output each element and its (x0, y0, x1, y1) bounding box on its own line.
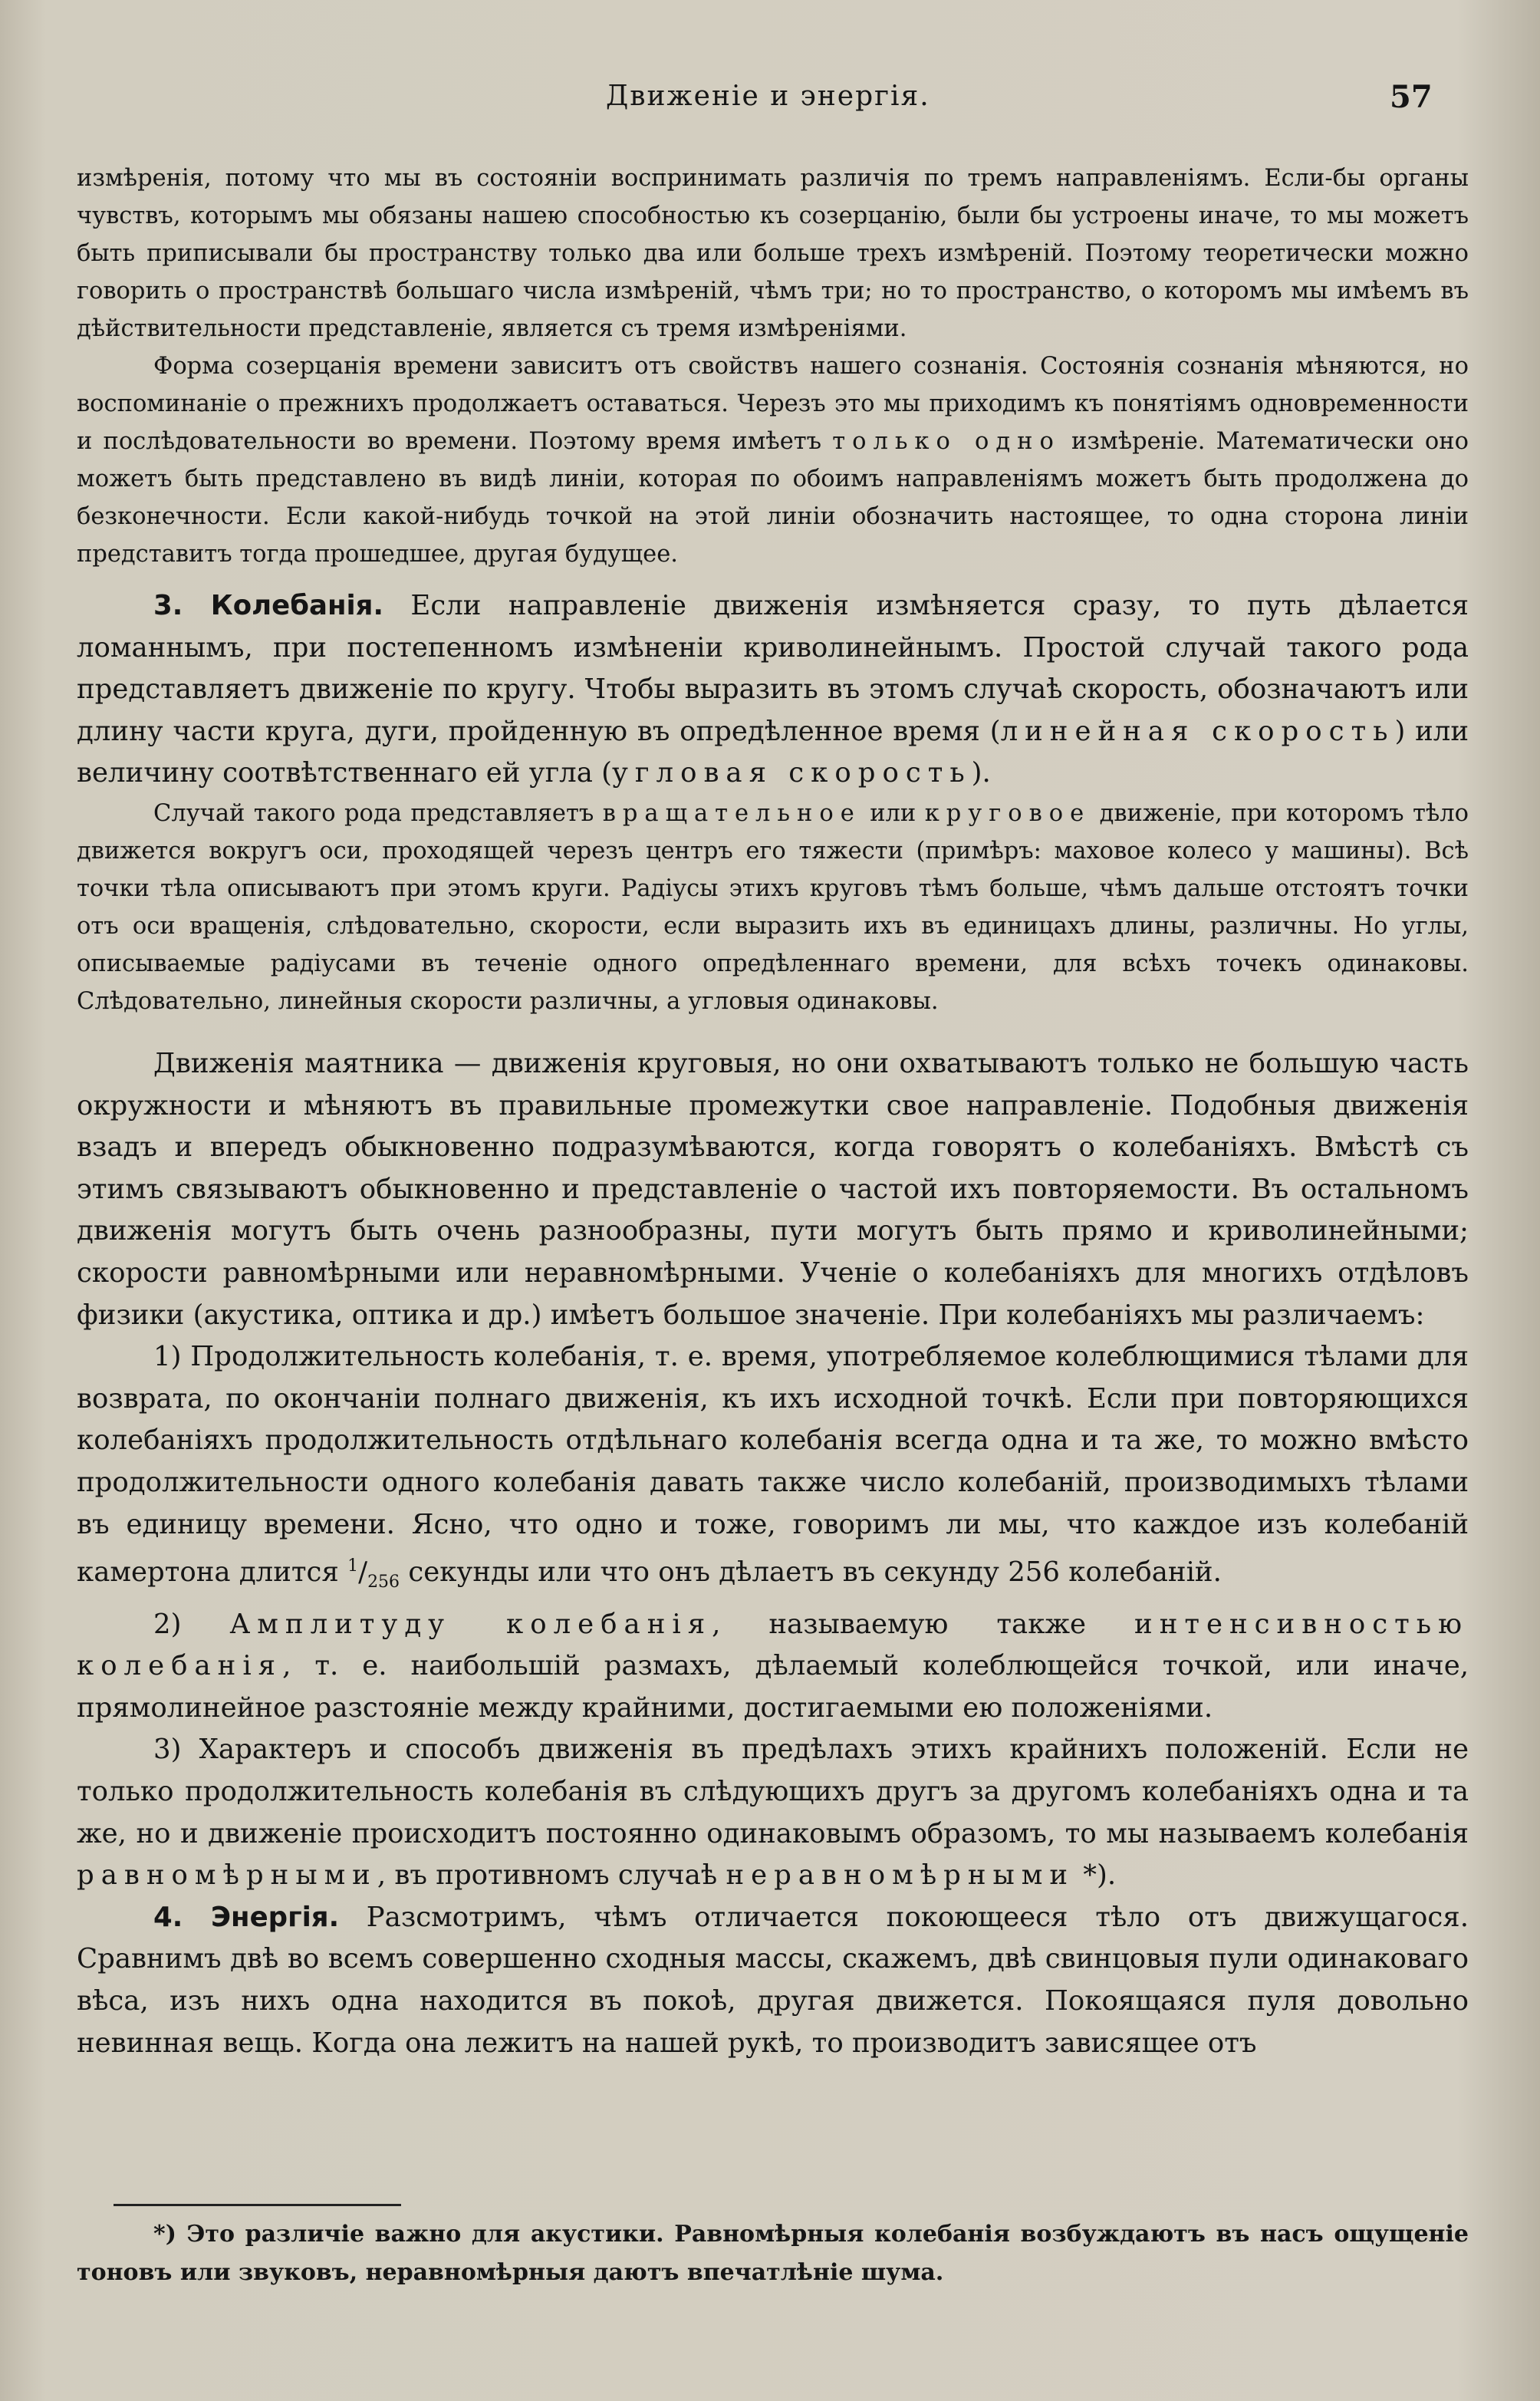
page-header (0, 81, 1540, 127)
section-4-heading: 4. Энергія. (153, 1901, 340, 1933)
small-type-block (77, 160, 1469, 573)
section-4-paragraph: 4. Энергія. Разсмотримъ, чѣмъ отличается покоющееся тѣло отъ движущагося. Сравнимъ двѣ во всемъ совершенно сходныя массы, скажемъ, двѣ свинцовыя пули одинаковаго вѣса, изъ нихъ одна находится въ покоѣ, другая движется. Покоящаяся пуля довольно невинная вещь. Когда она лежитъ на нашей рукѣ, то производитъ зависящее отъ (77, 1901, 1469, 2059)
page-body (77, 160, 1469, 2064)
paragraph-rotational-motion: Случай такого рода представляетъ вращательное или круговое движеніе, при которомъ тѣло движется вокругъ оси, проходящей черезъ центръ его тяжести (примѣръ: маховое колесо у машины). Всѣ точки тѣла описываютъ при этомъ круги. Радіусы этихъ круговъ тѣмъ больше, чѣмъ дальше отстоятъ точки отъ оси вращенія, слѣдовательно, скорости, если выразить ихъ въ единицахъ длины, различны. Но углы, описываемые радіусами въ теченіе одного опредѣленнаго времени, для всѣхъ точекъ одинаковы. Слѣдовательно, линейныя скорости различны, а угловыя одинаковы. (77, 799, 1469, 1015)
running-title: Движеніе и энергія. (606, 81, 930, 112)
page-number: 57 (1390, 79, 1433, 115)
section-3-heading: 3. Колебанія. (153, 590, 383, 621)
section-3-block (77, 585, 1469, 795)
large-type-block (77, 1043, 1469, 2064)
paragraph-character: 3) Характеръ и способъ движенія въ предѣлахъ этихъ крайнихъ положеній. Если не только продолжительность колебанія въ слѣдующихъ другъ за другомъ колебаніяхъ одна и та же, но и движеніе происходитъ постоянно одинаковымъ образомъ, то мы называемъ колебанія равномѣрными, въ противномъ случаѣ неравномѣрными *). (77, 1734, 1469, 1892)
paragraph-duration: 1) Продолжительность колебанія, т. е. время, употребляемое колеблющимися тѣлами для возврата, по окончаніи полнаго движенія, къ ихъ исходной точкѣ. Если при повторяющихся колебаніяхъ продолжительность отдѣльнаго колебанія всегда одна и та же, то можно вмѣсто продолжительности одного колебанія давать также число колебаній, производимыхъ тѣлами въ единицу времени. Ясно, что одно и тоже, говоримъ ли мы, что каждое изъ колебаній камертона длится $^1/_{256}$ секунды или что онъ дѣлаетъ въ секунду 256 колебаній. (77, 1341, 1469, 1592)
footnote-rule (114, 2204, 401, 2206)
paragraph-space-dimensions: измѣренія, потому что мы въ состояніи воспринимать различія по тремъ направленіямъ. Если-бы органы чувствъ, которымъ мы обязаны нашею способностью къ созерцанію, были бы устроены иначе, то мы можетъ быть приписывали бы пространству только два или больше трехъ измѣреній. Поэтому теоретически можно говорить о пространствѣ большаго числа измѣреній, чѣмъ три; но то пространство, о которомъ мы имѣемъ въ дѣйствительности представленіе, является съ тремя измѣреніями. (77, 165, 1469, 342)
footnote (77, 2215, 1469, 2292)
paragraph-pendulum: Движенія маятника — движенія круговыя, но они охватываютъ только не большую часть окружности и мѣняютъ въ правильные промежутки свое направленіе. Подобныя движенія взадъ и впередъ обыкновенно подразумѣваются, когда говорятъ о колебаніяхъ. Вмѣстѣ съ этимъ связываютъ обыкновенно и представленіе о частой ихъ повторяемости. Въ остальномъ движенія могутъ быть очень разнообразны, пути могутъ быть прямо и криволинейными; скорости равномѣрными или неравномѣрными. Ученіе о колебаніяхъ для многихъ отдѣловъ физики (акустика, оптика и др.) имѣетъ большое значеніе. При колебаніяхъ мы различаемъ: (77, 1047, 1469, 1331)
small-type-block-2 (77, 795, 1469, 1020)
footnote-text: *) Это различіе важно для акустики. Равномѣрныя колебанія возбуждаютъ въ насъ ощущеніе тоновъ или звуковъ, неравномѣрныя даютъ впечатлѣніе шума. (77, 2221, 1469, 2286)
paragraph-amplitude: 2) Амплитуду колебанія, называемую также интенсивностью колебанія, т. е. наибольшій размахъ, дѣлаемый колеблющейся точкой, или иначе, прямолинейное разстояніе между крайними, достигаемыми ею положеніями. (77, 1608, 1469, 1724)
section-3-paragraph: 3. Колебанія. Если направленіе движенія измѣняется сразу, то путь дѣлается ломаннымъ, при постепенномъ измѣненіи криволинейнымъ. Простой случай такого рода представляетъ движеніе по кругу. Чтобы выразить въ этомъ случаѣ скорость, обозначаютъ или длину части круга, дуги, пройденную въ опредѣленное время (линейная скорость) или величину соотвѣтственнаго ей угла (угловая скорость). (77, 590, 1469, 789)
paragraph-time-dimension: Форма созерцанія времени зависитъ отъ свойствъ нашего сознанія. Состоянія сознанія мѣняются, но воспоминаніе о прежнихъ продолжаетъ оставаться. Черезъ это мы приходимъ къ понятіямъ одновременности и послѣдовательности во времени. Поэтому время имѣетъ только одно измѣреніе. Математически оно можетъ быть представлено въ видѣ линіи, которая по обоимъ направленіямъ можетъ быть продолжена до безконечности. Если какой-нибудь точкой на этой линіи обозначить настоящее, то одна сторона линіи представитъ тогда прошедшее, другая будущее. (77, 353, 1469, 568)
